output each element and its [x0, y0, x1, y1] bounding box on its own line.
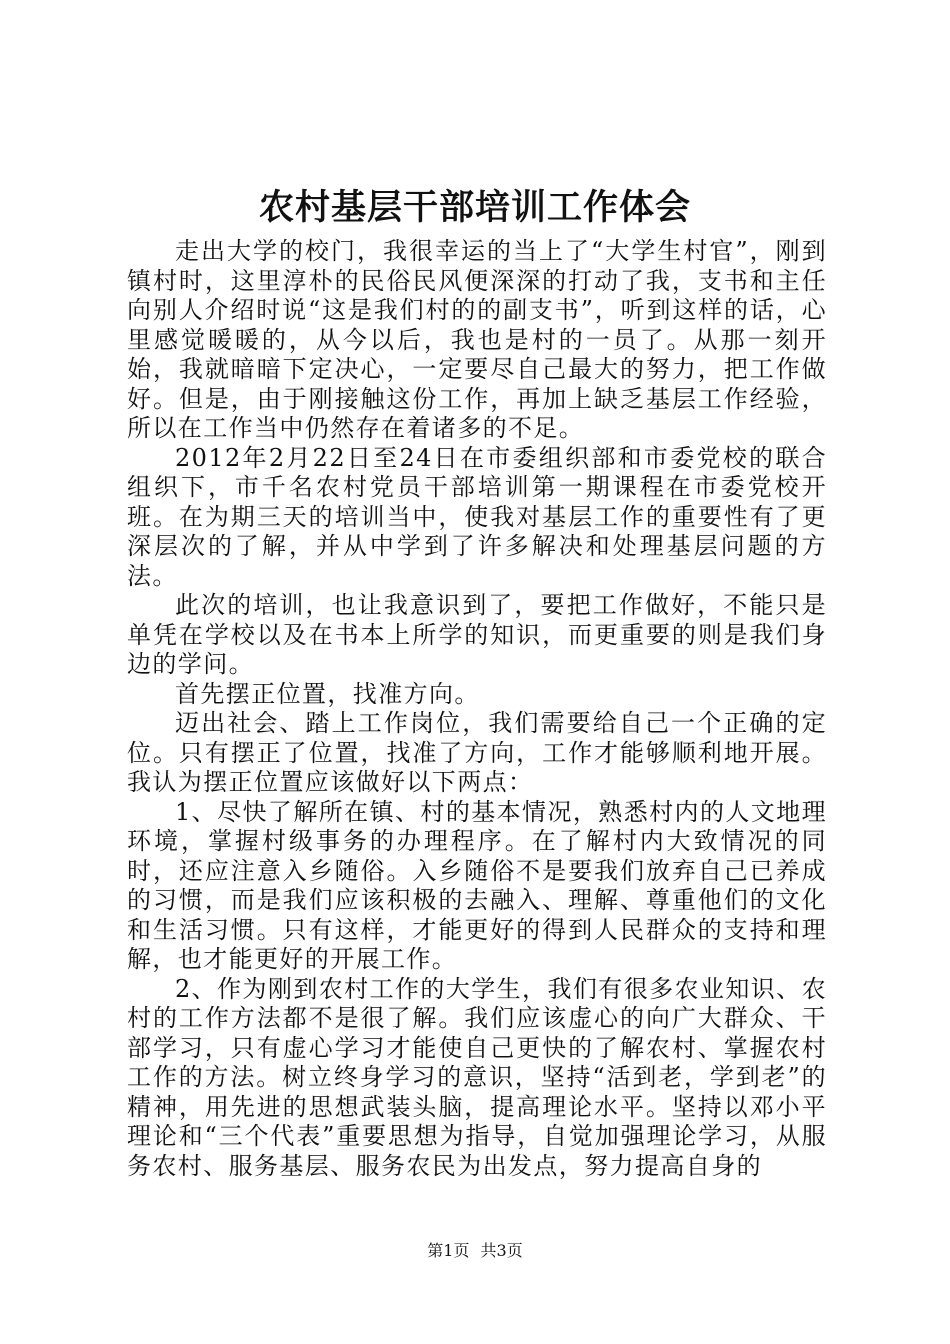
paragraph-5: 迈出社会、踏上工作岗位，我们需要给自己一个正确的定位。只有摆正了位置，找准了方向，工作才能够顺利地开展。我认为摆正位置应该做好以下两点：	[127, 709, 827, 796]
page-number: 第1页	[427, 1241, 470, 1260]
page-footer	[0, 1240, 950, 1262]
document-body	[127, 237, 827, 1181]
document-title: 农村基层干部培训工作体会	[258, 187, 691, 228]
paragraph-4: 首先摆正位置，找准方向。	[175, 679, 480, 708]
paragraph-2: 2012年2月22日至24日在市委组织部和市委党校的联合组织下，市千名农村党员干部培训第一期课程在市委党校开班。在为期三天的培训当中，使我对基层工作的重要性有了更深层次的了解，并从中学到了许多解决和处理基层问题的方法。	[127, 443, 827, 590]
paragraph-3: 此次的培训，也让我意识到了，要把工作做好，不能只是单凭在学校以及在书本上所学的知识，而更重要的则是我们身边的学问。	[127, 591, 827, 678]
page-total: 共3页	[480, 1241, 523, 1260]
paragraph-7: 2、作为刚到农村工作的大学生，我们有很多农业知识、农村的工作方法都不是很了解。我们应该虚心的向广大群众、干部学习，只有虚心学习才能使自己更快的了解农村、掌握农村工作的方法。树立终身学习的意识，坚持“活到老，学到老”的精神，用先进的思想武装头脑，提高理论水平。坚持以邓小平理论和“三个代表”重要思想为指导，自觉加强理论学习，从服务农村、服务基层、服务农民为出发点，努力提高自身的	[127, 974, 827, 1180]
paragraph-1: 走出大学的校门，我很幸运的当上了“大学生村官”，刚到镇村时，这里淳朴的民俗民风便深深的打动了我，支书和主任向别人介绍时说“这是我们村的的副支书”，听到这样的话，心里感觉暖暖的，从今以后，我也是村的一员了。从那一刻开始，我就暗暗下定决心，一定要尽自己最大的努力，把工作做好。但是，由于刚接触这份工作，再加上缺乏基层工作经验，所以在工作当中仍然存在着诸多的不足。	[127, 237, 827, 442]
paragraph-6: 1、尽快了解所在镇、村的基本情况，熟悉村内的人文地理环境，掌握村级事务的办理程序。在了解村内大致情况的同时，还应注意入乡随俗。入乡随俗不是要我们放弃自己已养成的习惯，而是我们应该积极的去融入、理解、尊重他们的文化和生活习惯。只有这样，才能更好的得到人民群众的支持和理解，也才能更好的开展工作。	[127, 797, 827, 973]
